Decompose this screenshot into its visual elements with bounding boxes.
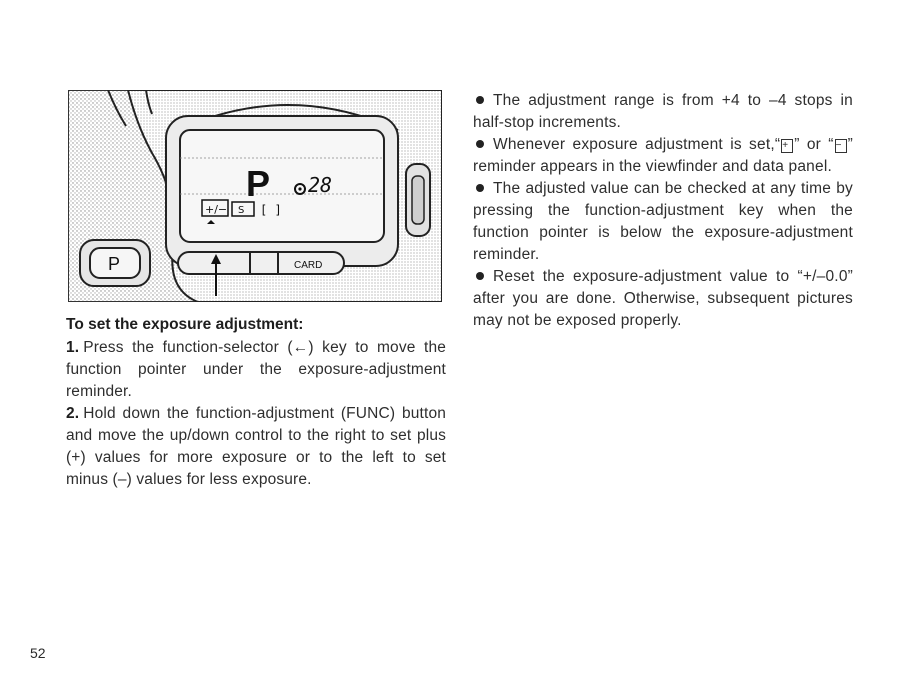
lcd-shutter-icon: S [238, 205, 245, 216]
lcd-mode: P [246, 163, 271, 204]
camera-data-panel-illustration [68, 90, 442, 302]
note-2-text-end: ” reminder appears in the viewfinder and data panel. [473, 136, 853, 175]
step-1 [66, 337, 446, 403]
notes-column [473, 90, 853, 332]
note-3 [473, 178, 853, 266]
note-1-text: The adjustment range is from +4 to –4 stops in half-stop increments. [473, 92, 853, 131]
note-2-text-start: Whenever exposure adjustment is set,“ [493, 136, 781, 153]
note-1 [473, 90, 853, 134]
lcd-window [180, 130, 384, 242]
bullet-icon [476, 140, 484, 148]
section-heading: To set the exposure adjustment: [66, 316, 304, 333]
note-2-text-mid: ” or “ [794, 136, 834, 153]
instructions-column [66, 314, 446, 491]
bullet-icon [476, 96, 484, 104]
step-2-number: 2. [66, 405, 80, 422]
lcd-aperture: 28 [308, 173, 333, 197]
bullet-icon [476, 272, 484, 280]
note-3-text: The adjusted value can be checked at any time by pressing the function-adjustment key when the function pointer is below the exposure-adjustment reminder. [473, 180, 853, 263]
page-number: 52 [30, 645, 46, 661]
note-2 [473, 134, 853, 178]
step-1-number: 1. [66, 339, 80, 356]
plus-reminder-icon: + [781, 139, 793, 153]
bullet-icon [476, 184, 484, 192]
card-label: CARD [294, 260, 323, 271]
program-key-label: P [108, 254, 121, 274]
step-2 [66, 403, 446, 491]
step-2-text: Hold down the function-adjustment (FUNC) button and move the up/down control to the right to set plus (+) values for more exposure or to the left to set minus (–) values for less exposure. [66, 405, 446, 488]
note-4 [473, 266, 853, 332]
minus-reminder-icon: − [835, 139, 847, 153]
lcd-exposure-icon: +/− [205, 203, 228, 216]
step-1-text: Press the function-selector (←) key to move the function pointer under the exposure-adjustment reminder. [66, 339, 446, 400]
note-4-text: Reset the exposure-adjustment value to “+/–0.0” after you are done. Otherwise, subsequent pictures may not be exposed properly. [473, 268, 853, 329]
lcd-bracket-icon: [ ] [260, 203, 282, 217]
